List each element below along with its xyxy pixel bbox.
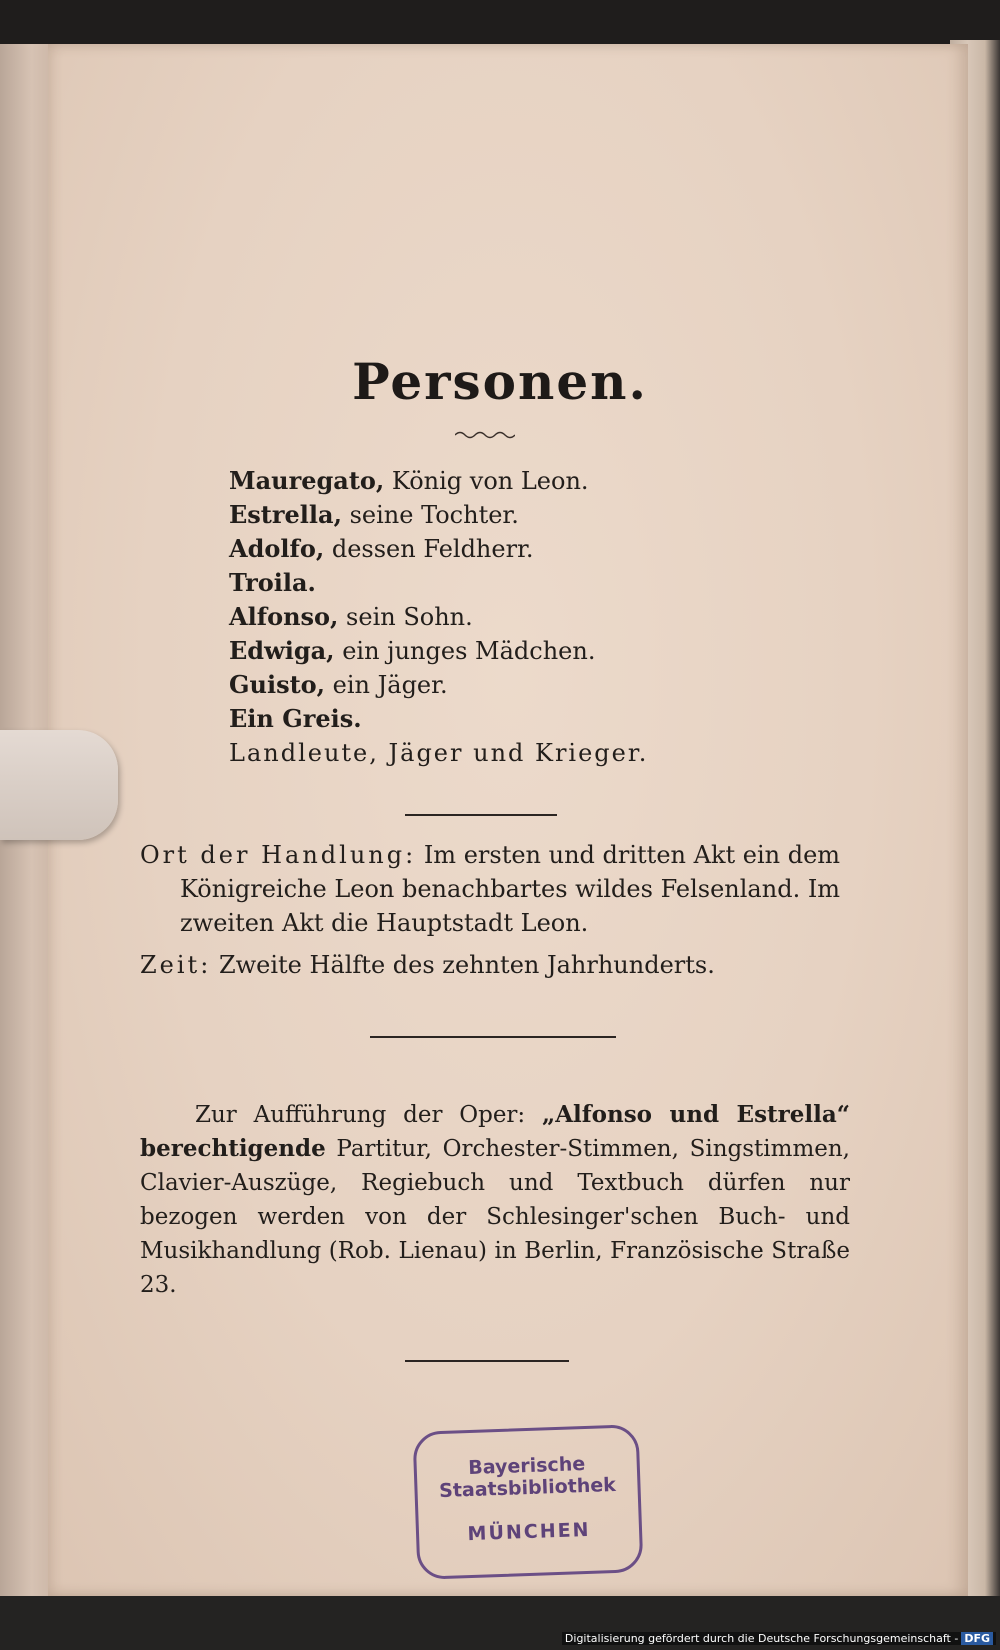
stamp-line: Staatsbibliothek	[438, 1473, 617, 1503]
note-body: Partitur, Orchester-Stimmen, Singstimmen, Clavier-Auszüge, Regiebuch und Textbuch dürfen nur bezogen werden von der Schlesinger'schen Buch- und Musikhandlung (Rob. Lienau) in Berlin, Französische Straße 23.	[140, 1136, 850, 1298]
cast-entry	[229, 636, 595, 665]
time-text: Zweite Hälfte des zehnten Jahrhunderts.	[218, 951, 715, 979]
setting-time	[140, 948, 860, 982]
digitization-credit	[562, 1632, 996, 1645]
note-intro: Zur Aufführung der Oper:	[195, 1102, 526, 1128]
note-bold-word: berechtigende	[140, 1135, 326, 1162]
place-text-continued: Königreiche Leon benachbartes wildes Felsenland. Im	[180, 875, 841, 903]
cast-role: ein junges Mädchen.	[342, 637, 596, 665]
stamp-line: MÜNCHEN	[467, 1518, 591, 1546]
ornament-squiggle	[455, 430, 515, 440]
library-stamp	[412, 1424, 643, 1580]
page-title: Personen.	[352, 352, 648, 411]
cast-role: dessen Feldherr.	[331, 535, 534, 563]
cast-role: Landleute, Jäger und Krieger.	[229, 739, 649, 767]
cast-name: Adolfo,	[229, 534, 325, 563]
scan-top-border	[0, 0, 1000, 48]
cast-name: Alfonso,	[229, 602, 339, 631]
cast-role: seine Tochter.	[349, 501, 519, 529]
divider-rule	[370, 1036, 616, 1038]
performance-rights-note	[140, 1098, 850, 1302]
stamp-line: Bayerische	[467, 1452, 586, 1480]
opera-title: „Alfonso und Estrella“	[541, 1101, 850, 1128]
cast-name: Troila.	[229, 568, 316, 597]
book-page	[48, 44, 968, 1596]
cast-entry	[229, 704, 362, 733]
cast-role: sein Sohn.	[346, 603, 473, 631]
cast-name: Mauregato,	[229, 466, 385, 495]
cast-name: Estrella,	[229, 500, 342, 529]
dfg-logo: DFG	[961, 1632, 993, 1645]
place-text: Im ersten und dritten Akt ein dem	[423, 841, 841, 869]
cast-entry	[229, 602, 473, 631]
cast-entry	[229, 738, 648, 767]
cast-role: König von Leon.	[391, 467, 589, 495]
cast-entry	[229, 466, 589, 495]
credit-text: Digitalisierung gefördert durch die Deutsche Forschungsgemeinschaft -	[564, 1632, 959, 1645]
cast-role: ein Jäger.	[332, 671, 448, 699]
cast-entry	[229, 534, 534, 563]
cast-name: Edwiga,	[229, 636, 335, 665]
time-label: Zeit:	[140, 951, 212, 979]
place-text-continued: zweiten Akt die Hauptstadt Leon.	[180, 909, 589, 937]
bookmark-tab	[0, 730, 118, 840]
setting-place	[140, 838, 860, 940]
cast-name: Guisto,	[229, 670, 326, 699]
cast-entry	[229, 670, 448, 699]
cast-entry	[229, 568, 316, 597]
place-label: Ort der Handlung:	[140, 841, 417, 869]
cast-entry	[229, 500, 519, 529]
divider-rule	[405, 814, 557, 816]
divider-rule	[405, 1360, 569, 1362]
cast-name: Ein Greis.	[229, 704, 362, 733]
